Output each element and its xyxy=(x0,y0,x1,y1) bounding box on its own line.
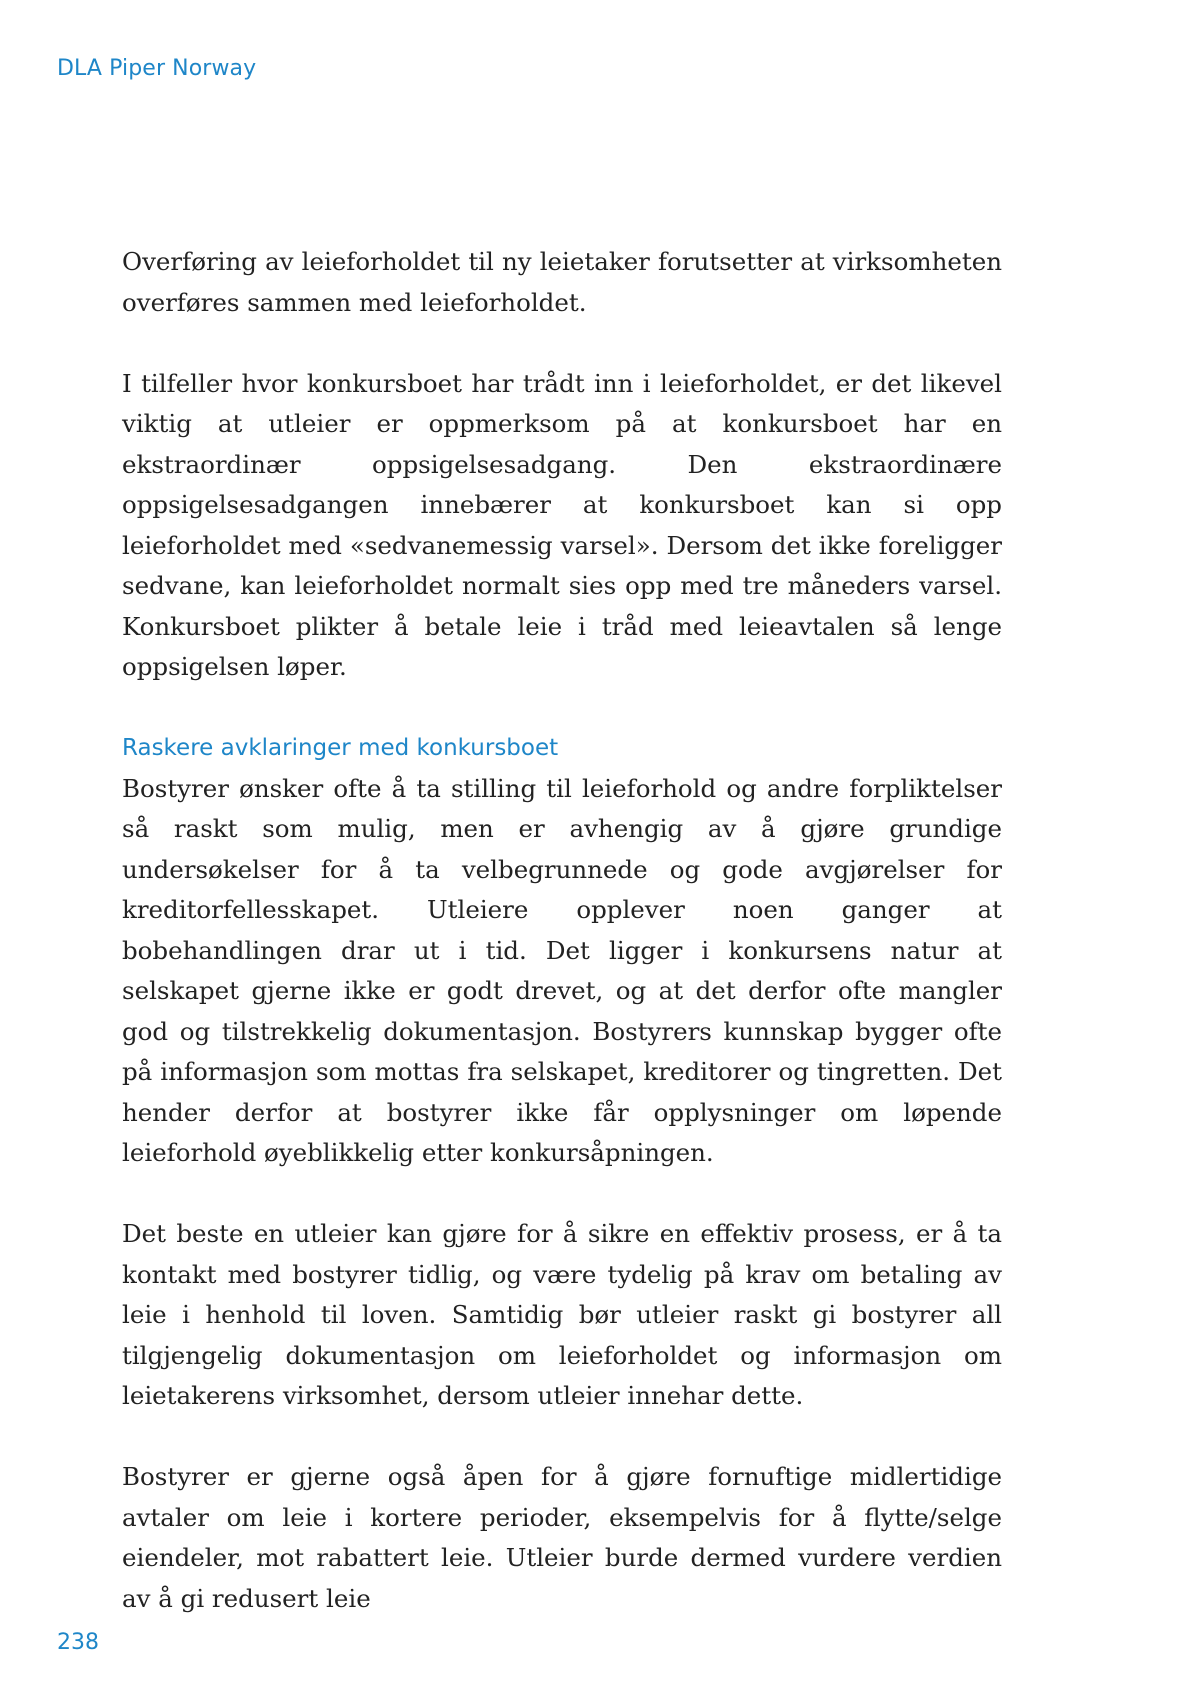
paragraph-agreements: Bostyrer er gjerne også åpen for å gjøre fornuftige midlertidige avtaler om leie i kortere perioder, eksempelvis for å flytte/selge eiendeler, mot rabattert leie. Utleier burde dermed vurdere verdien av å gi redusert leie xyxy=(122,1462,1002,1613)
paragraph-trustee: Bostyrer ønsker ofte å ta stilling til leieforhold og andre forpliktelser så raskt som mulig, men er avhengig av å gjøre grundige undersøkelser for å ta velbegrunnede og gode avgjørelser for kreditorfellesskapet. Utleiere opplever noen ganger at bobehandlingen drar ut i tid. Det ligger i konkursens natur at selskapet gjerne ikke er godt drevet, og at det derfor ofte mangler god og tilstrekkelig dokumentasjon. Bostyrers kunnskap bygger ofte på informasjon som mottas fra selskapet, kreditorer og tingretten. Det hender derfor at bostyrer ikke får opplysninger om løpende leieforhold øyeblikkelig etter konkursåpningen. xyxy=(122,773,1002,1167)
running-header: DLA Piper Norway xyxy=(57,56,257,81)
paragraph-termination: I tilfeller hvor konkursboet har trådt inn i leieforholdet, er det likevel viktig at utleier er oppmerksom på at konkursboet har en ekstraordinær oppsigelsesadgang. Den ekstraordinære oppsigelsesadgangen innebærer at konkursboet kan si opp leieforholdet med «sedvanemessig varsel». Dersom det ikke foreligger sedvane, kan leieforholdet normalt sies opp med tre måneders varsel. Konkursboet plikter å betale leie i tråd med leieavtalen så lenge oppsigelsen løper. xyxy=(122,368,1002,681)
paragraph-transfer: Overføring av leieforholdet til ny leietaker forutsetter at virksomheten overføres sammen med leieforholdet. xyxy=(122,247,1002,317)
section-heading: Raskere avklaringer med konkursboet xyxy=(122,735,559,761)
paragraph-contact: Det beste en utleier kan gjøre for å sikre en effektiv prosess, er å ta kontakt med bostyrer tidlig, og være tydelig på krav om betaling av leie i henhold til loven. Samtidig bør utleier raskt gi bostyrer all tilgjengelig dokumentasjon om leieforholdet og informasjon om leietakerens virksomhet, dersom utleier innehar dette. xyxy=(122,1219,1002,1410)
page-body xyxy=(122,242,1002,1619)
page-number: 238 xyxy=(57,1630,99,1655)
